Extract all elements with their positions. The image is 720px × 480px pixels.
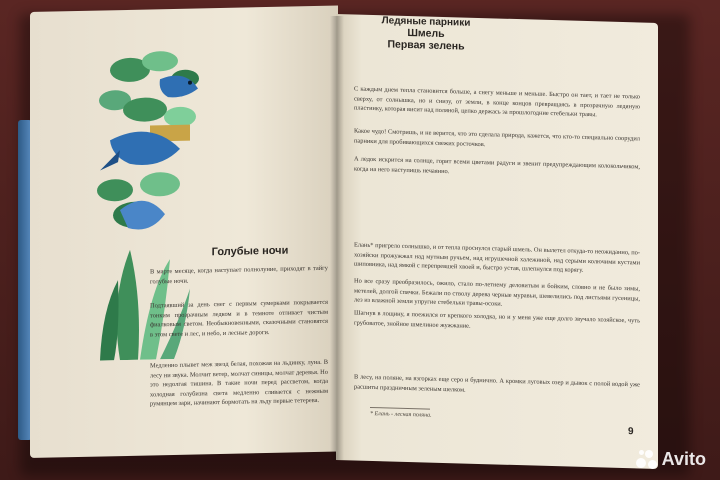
left-paragraph-2: Подтаявший за день снег с первым сумерками покрывается тонким прозрачным ледком и в темноте отливает чистым фиалковым светом. Необыкновенными, сказочными становятся в этом свете и лес, и небо, и лесные дороги. [150,298,328,339]
footnote-rule [370,407,430,410]
footnote: * Елань - лесная поляна. [370,410,432,419]
left-paragraph-3: Медленно плывет меж звезд белая, похожая на льдинку, луна. В лесу ни звука. Молчит ветер, молчат синицы, молчат деревья. Но это недолгая тишина. В такие ночи перед рассветом, когда холодная голубизна света медленно сливается с нежным румянцем зари, начинают бормотать на льду первые тетерева. [150,358,328,408]
section-title-bumblebee: Шмель [407,26,445,41]
right-paragraph-3: А ледок искрится на солнце, горит всеми цветами радуги и звенит предупреждающим колокольчиком, когда на него наступишь нечаянно. [354,155,640,175]
left-page [30,6,338,458]
right-paragraph-6: Шагнув в лощину, я поежился от крепкого холодка, но и у меня уже еще долго звучало хозяйское, чуть грубоватое, знойное шмелиное жужжание. [354,309,640,330]
right-paragraph-1: С каждым днем тепла становится больше, а снегу меньше и меньше. Быстро он тает, и тает не только сверху, от солнышка, но и снизу, от земли, в конце концов превращаясь в прозрачную ледяную пластинку, которая висит над поляной, цепко держась за прошлогодние стебельки травы. [354,85,640,119]
right-paragraph-2: Какое чудо! Смотришь, и не верится, что это сделала природа, кажется, что кто-то специально соорудил парники для пробивающихся свежих росточков. [354,127,640,148]
chapter-title-blue-nights: Голубые ночи [211,244,289,259]
right-paragraph-4: Елань* пригрело солнышко, и от тепла проснулся старый шмель. Он вылетел откуда-то неожиданно, по-хозяйски прожужжал над мутным ручьем, над игрушечной халежиной, над серыми колючими кустами шиповника, над ямкой с перепревшей хвоей и, быстро устав, шлепнулся под корягу. [354,241,640,275]
avito-logo-icon [636,448,658,470]
right-page [336,14,658,469]
foliage-top [99,50,199,142]
avito-watermark [636,448,706,470]
left-paragraph-1: В марте месяце, когда наступает полнолуние, приходят в тайгу голубые ночи. [150,264,328,286]
section-title-ice-greenhouses: Ледяные парники [381,15,471,29]
book-gutter [330,16,344,460]
right-paragraph-5: Но все сразу преобразилось, ожило, стало по-летнему деловитым и бойким, словно и не было зимы, метелей, долгой спячки. Бежали по стволу дерева черные муравьи, шевелились под листьями гусеницы, лез из влажной земли упругие стебельки травы-осоки. [354,277,640,308]
page-number: 9 [628,426,634,438]
right-paragraph-7: В лесу, на поляне, на взгорках еще серо и буднично. А кромки луговых озер и дывок с полой водой уже расшиты праздничным зеленым шелком. [354,373,640,394]
section-title-first-green: Первая зелень [387,38,465,53]
avito-watermark-text: Avito [661,448,706,469]
